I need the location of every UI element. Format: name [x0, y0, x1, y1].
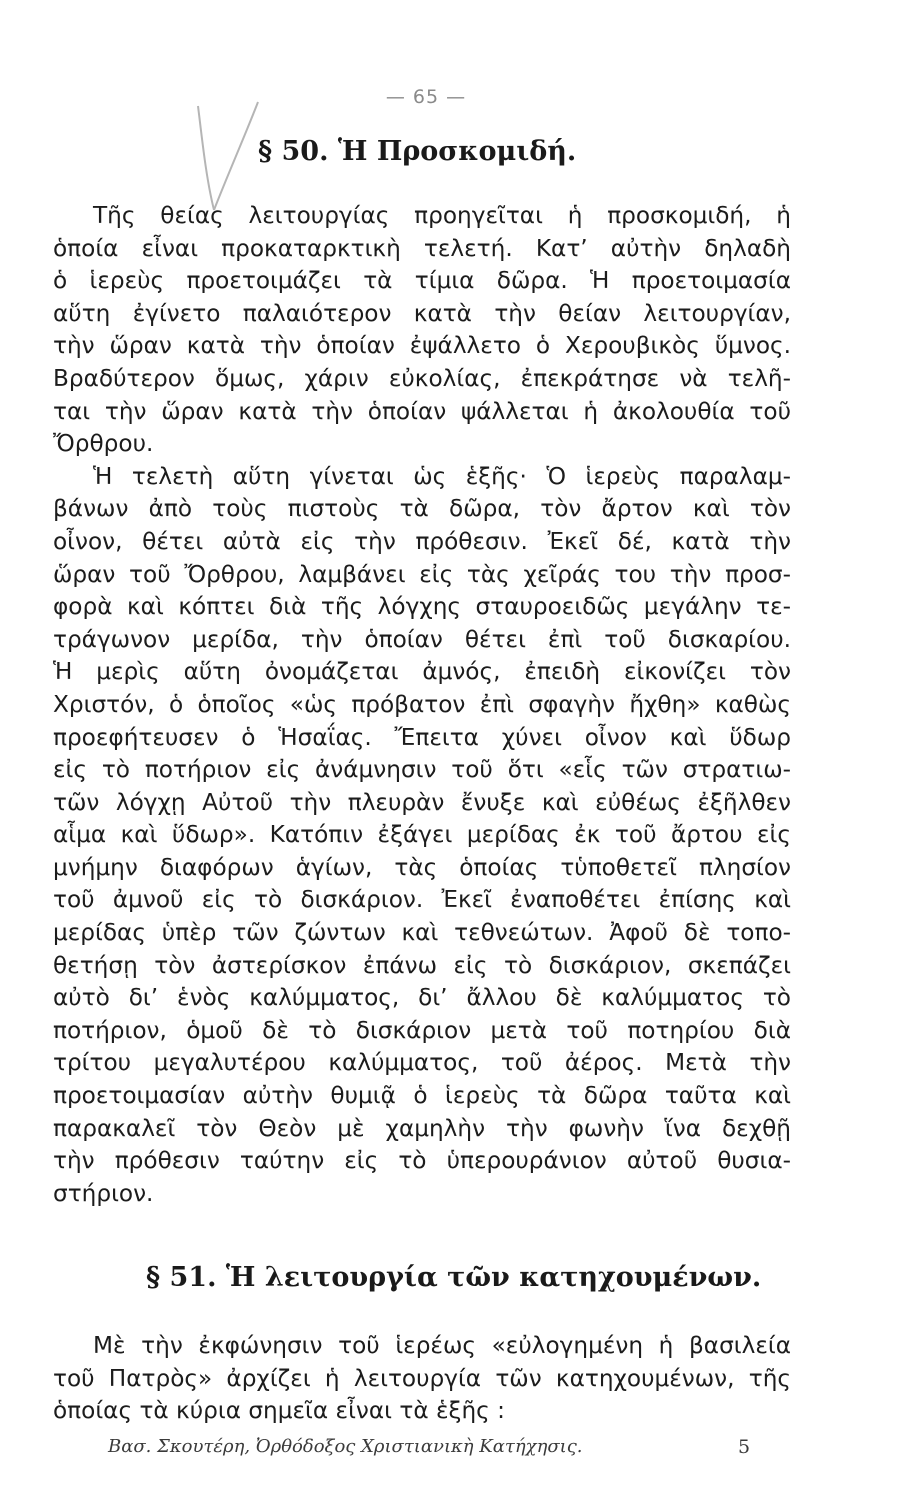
section-50-body	[53, 200, 791, 1210]
text-line: αὕτη ἐγίνετο παλαιότερον κατὰ τὴν θείαν λειτουργίαν,	[53, 299, 791, 327]
text-line: οἶνον, θέτει αὐτὰ εἰς τὴν πρόθεσιν. Ἐκεῖ δέ, κατὰ τὴν	[53, 527, 791, 555]
text-line: ὁποίας τὰ κύρια σημεῖα εἶναι τὰ ἑξῆς :	[53, 1397, 505, 1425]
text-line: Ὄρθρου.	[53, 430, 154, 458]
section-50-heading: § 50. Ἡ Προσκομιδή.	[258, 136, 577, 167]
text-line: αἷμα καὶ ὕδωρ». Κατόπιν ἐξάγει μερίδας ἐκ τοῦ ἄρτου εἰς	[53, 821, 791, 849]
text-line: προετοιμασίαν αὐτὴν θυμιᾷ ὁ ἱερεὺς τὰ δῶρα ταῦτα καὶ	[53, 1082, 791, 1110]
text-line: Ἡ μερὶς αὕτη ὀνομάζεται ἀμνός, ἐπειδὴ εἰκονίζει τὸν	[53, 658, 791, 686]
text-line: ται τὴν ὥραν κατὰ τὴν ὁποίαν ψάλλεται ἡ ἀκολουθία τοῦ	[53, 397, 791, 425]
text-line: ὥραν τοῦ Ὄρθρου, λαμβάνει εἰς τὰς χεῖράς του τὴν προσ-	[53, 560, 791, 588]
signature-mark: 5	[738, 1436, 751, 1458]
text-line: μνήμην διαφόρων ἁγίων, τὰς ὁποίας τὑποθετεῖ πλησίον	[53, 853, 791, 881]
text-line: τὴν πρόθεσιν ταύτην εἰς τὸ ὑπερουράνιον αὐτοῦ θυσια-	[53, 1147, 791, 1175]
footer-citation: Βασ. Σκουτέρη, Ὀρθόδοξος Χριστιανικὴ Κατήχησις.	[108, 1436, 583, 1457]
section-51-body	[53, 1330, 791, 1428]
text-line: Χριστόν, ὁ ὁποῖος «ὡς πρόβατον ἐπὶ σφαγὴν ἤχθη» καθὼς	[53, 690, 791, 718]
text-line: Βραδύτερον ὅμως, χάριν εὐκολίας, ἐπεκράτησε νὰ τελῆ-	[53, 364, 791, 392]
text-line: προεφήτευσεν ὁ Ἡσαΐας. Ἔπειτα χύνει οἶνον καὶ ὕδωρ	[53, 723, 791, 751]
text-line: θετήσῃ τὸν ἀστερίσκον ἐπάνω εἰς τὸ δισκάριον, σκεπάζει	[53, 951, 791, 979]
text-line: τοῦ Πατρὸς» ἀρχίζει ἡ λειτουργία τῶν κατηχουμένων, τῆς	[53, 1364, 791, 1392]
text-line: τράγωνον μερίδα, τὴν ὁποίαν θέτει ἐπὶ τοῦ δισκαρίου.	[53, 625, 791, 653]
section-51-heading: § 51. Ἡ λειτουργία τῶν κατηχουμένων.	[146, 1262, 762, 1293]
text-line: ὁποία εἶναι προκαταρκτικὴ τελετή. Κατ’ αὐτὴν δηλαδὴ	[53, 234, 791, 262]
text-line: στήριον.	[53, 1179, 154, 1207]
text-line: βάνων ἀπὸ τοὺς πιστοὺς τὰ δῶρα, τὸν ἄρτον καὶ τὸν	[53, 495, 791, 523]
text-line: τρίτου μεγαλυτέρου καλύμματος, τοῦ ἀέρος. Μετὰ τὴν	[53, 1049, 791, 1077]
text-line: Τῆς θείας λειτουργίας προηγεῖται ἡ προσκομιδή, ἡ	[93, 202, 791, 229]
text-line: τοῦ ἀμνοῦ εἰς τὸ δισκάριον. Ἐκεῖ ἐναποθέτει ἐπίσης καὶ	[53, 886, 791, 914]
text-line: φορὰ καὶ κόπτει διὰ τῆς λόγχης σταυροειδῶς μεγάλην τε-	[53, 593, 791, 621]
text-line: Μὲ τὴν ἐκφώνησιν τοῦ ἱερέως «εὐλογημένη ἡ βασιλεία	[93, 1332, 791, 1359]
text-line: τῶν λόγχῃ Αὐτοῦ τὴν πλευρὰν ἔνυξε καὶ εὐθέως ἐξῆλθεν	[53, 788, 791, 816]
text-line: ὁ ἱερεὺς προετοιμάζει τὰ τίμια δῶρα. Ἡ προετοιμασία	[53, 267, 791, 295]
text-line: εἰς τὸ ποτήριον εἰς ἀνάμνησιν τοῦ ὅτι «εἷς τῶν στρατιω-	[53, 756, 791, 784]
text-line: μερίδας ὑπὲρ τῶν ζώντων καὶ τεθνεώτων. Ἀφοῦ δὲ τοπο-	[53, 919, 791, 947]
text-line: τὴν ὥραν κατὰ τὴν ὁποίαν ἐψάλλετο ὁ Χερουβικὸς ὕμνος.	[53, 332, 791, 360]
text-line: παρακαλεῖ τὸν Θεὸν μὲ χαμηλὴν τὴν φωνὴν ἵνα δεχθῇ	[53, 1114, 791, 1142]
page-number: — 65 —	[385, 86, 467, 108]
text-line: αὐτὸ δι’ ἑνὸς καλύμματος, δι’ ἄλλου δὲ καλύμματος τὸ	[53, 984, 791, 1012]
text-line: Ἡ τελετὴ αὕτη γίνεται ὡς ἑξῆς· Ὁ ἱερεὺς παραλαμ-	[93, 462, 791, 490]
text-line: ποτήριον, ὁμοῦ δὲ τὸ δισκάριον μετὰ τοῦ ποτηρίου διὰ	[53, 1016, 791, 1044]
